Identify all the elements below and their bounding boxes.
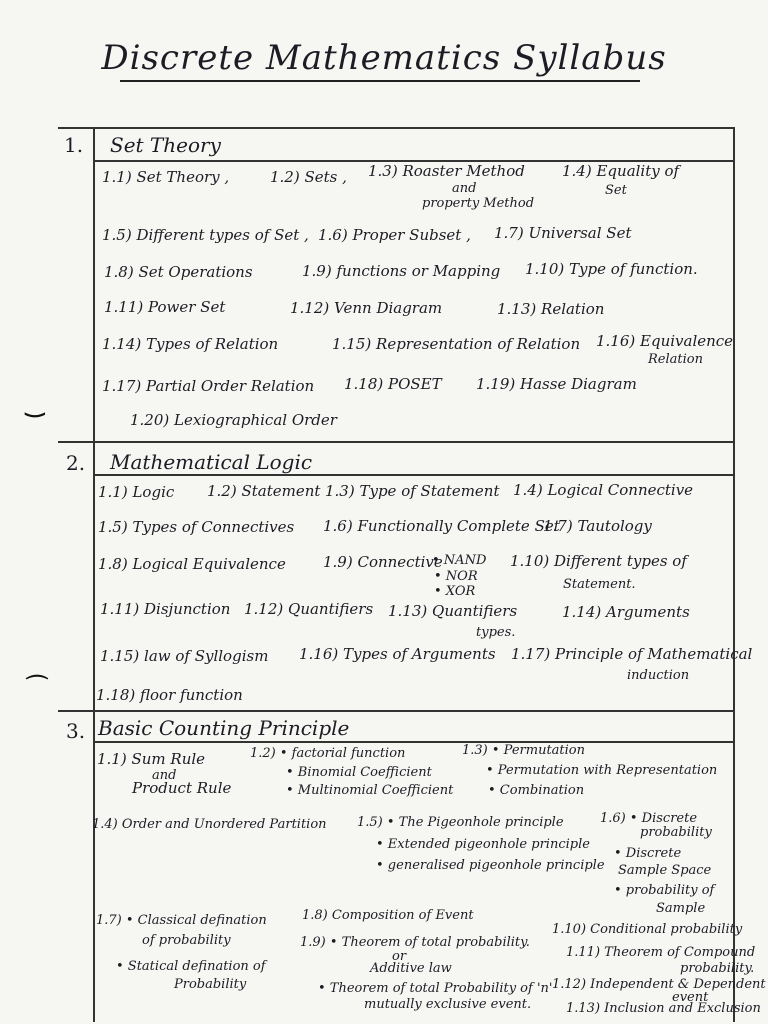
- syllabus-item: mutually exclusive event.: [364, 997, 532, 1012]
- syllabus-item: 1.10) Type of function.: [525, 260, 698, 278]
- syllabus-item: 1.12) Quantifiers: [244, 600, 374, 618]
- syllabus-item: 1.20) Lexiographical Order: [130, 411, 337, 429]
- syllabus-item: 1.14) Arguments: [562, 603, 690, 621]
- section-number: 3.: [66, 719, 86, 743]
- syllabus-item: 1.4) Logical Connective: [513, 481, 694, 499]
- syllabus-item: Statement.: [563, 577, 636, 592]
- syllabus-item: • Permutation with Representation: [486, 763, 718, 778]
- syllabus-item: 1.8) Set Operations: [104, 263, 253, 281]
- syllabus-item: types.: [476, 625, 516, 640]
- syllabus-item: 1.7) Tautology: [543, 517, 652, 535]
- syllabus-item: 1.4) Order and Unordered Partition: [92, 817, 327, 832]
- syllabus-item: 1.6) Functionally Complete Set: [323, 517, 560, 535]
- syllabus-item: induction: [627, 668, 690, 683]
- syllabus-item: Set: [605, 183, 627, 198]
- syllabus-item: • Binomial Coefficient: [286, 765, 432, 780]
- syllabus-item: 1.6) • Discrete: [600, 811, 698, 826]
- syllabus-item: • probability of: [614, 883, 715, 898]
- margin-mark: ‿: [26, 392, 44, 418]
- syllabus-item: • generalised pigeonhole principle: [376, 858, 605, 873]
- syllabus-item: 1.2) Statement: [207, 482, 321, 500]
- section-heading: Mathematical Logic: [110, 450, 313, 474]
- left-margin-line: [93, 127, 95, 1022]
- syllabus-item: event: [672, 990, 709, 1005]
- syllabus-item: • Statical defination of: [116, 959, 266, 974]
- section-2-rule: [58, 441, 734, 443]
- syllabus-item: • Theorem of total Probability of 'n': [318, 981, 553, 996]
- syllabus-item: • NOR: [434, 569, 478, 584]
- syllabus-item: 1.4) Equality of: [562, 162, 680, 180]
- syllabus-item: 1.11) Theorem of Compound: [566, 945, 756, 960]
- syllabus-item: Relation: [648, 352, 703, 367]
- syllabus-item: 1.12) Venn Diagram: [290, 299, 443, 317]
- syllabus-item: 1.16) Types of Arguments: [299, 645, 496, 663]
- syllabus-item: 1.10) Different types of: [510, 552, 687, 570]
- syllabus-item: • Extended pigeonhole principle: [376, 837, 590, 852]
- syllabus-item: 1.8) Logical Equivalence: [98, 555, 286, 573]
- syllabus-item: 1.1) Logic: [98, 483, 175, 501]
- syllabus-item: 1.6) Proper Subset ,: [318, 226, 471, 244]
- syllabus-item: 1.2) Sets ,: [270, 168, 347, 186]
- margin-mark: ⌒: [26, 674, 49, 700]
- syllabus-item: probability: [640, 825, 712, 840]
- syllabus-item: property Method: [422, 196, 535, 211]
- section-3-rule: [58, 710, 734, 712]
- syllabus-item: and: [152, 768, 177, 783]
- syllabus-item: • Discrete: [614, 846, 682, 861]
- section-heading: Set Theory: [110, 133, 221, 157]
- section-1-rule: [58, 127, 734, 129]
- syllabus-item: 1.12) Independent & Dependent: [552, 977, 766, 992]
- section-number: 2.: [66, 451, 86, 475]
- syllabus-item: and: [452, 181, 477, 196]
- syllabus-item: probability.: [680, 961, 755, 976]
- syllabus-item: • NAND: [432, 553, 487, 568]
- syllabus-item: Sample: [656, 901, 706, 916]
- syllabus-item: 1.14) Types of Relation: [102, 335, 279, 353]
- section-number: 1.: [64, 133, 84, 157]
- syllabus-item: 1.19) Hasse Diagram: [476, 375, 637, 393]
- section-heading: Basic Counting Principle: [98, 716, 350, 740]
- syllabus-item: 1.5) Different types of Set ,: [102, 226, 309, 244]
- syllabus-item: 1.15) law of Syllogism: [100, 647, 269, 665]
- syllabus-item: 1.3) Roaster Method: [368, 162, 525, 180]
- syllabus-item: Sample Space: [618, 863, 712, 878]
- title-underline: [120, 80, 640, 82]
- syllabus-item: 1.17) Partial Order Relation: [102, 377, 315, 395]
- section-2-under: [95, 474, 734, 476]
- syllabus-item: 1.18) POSET: [344, 375, 442, 393]
- syllabus-item: Product Rule: [132, 779, 232, 797]
- syllabus-item: of probability: [142, 933, 231, 948]
- syllabus-item: 1.5) • The Pigeonhole principle: [357, 815, 564, 830]
- right-margin-line: [733, 127, 735, 1022]
- syllabus-item: Additive law: [370, 961, 452, 976]
- syllabus-item: 1.13) Inclusion and Exclusion: [566, 1001, 761, 1016]
- syllabus-item: 1.7) Universal Set: [494, 224, 632, 242]
- page-title: Discrete Mathematics Syllabus: [101, 38, 667, 78]
- syllabus-item: 1.3) Type of Statement: [325, 482, 500, 500]
- syllabus-item: 1.10) Conditional probability: [552, 922, 743, 937]
- syllabus-item: 1.18) floor function: [96, 686, 243, 704]
- syllabus-item: 1.9) Connective: [323, 553, 443, 571]
- syllabus-item: 1.17) Principle of Mathematical: [511, 645, 753, 663]
- syllabus-item: 1.3) • Permutation: [462, 743, 586, 758]
- syllabus-item: or: [392, 949, 407, 964]
- syllabus-item: 1.1) Sum Rule: [97, 750, 206, 768]
- syllabus-item: 1.9) functions or Mapping: [302, 262, 501, 280]
- syllabus-item: 1.11) Power Set: [104, 298, 226, 316]
- section-3-under: [95, 741, 734, 743]
- syllabus-item: Probability: [174, 977, 247, 992]
- syllabus-item: 1.16) Equivalence: [596, 332, 734, 350]
- syllabus-item: 1.15) Representation of Relation: [332, 335, 581, 353]
- syllabus-item: 1.13) Relation: [497, 300, 605, 318]
- syllabus-item: 1.13) Quantifiers: [388, 602, 518, 620]
- syllabus-item: 1.8) Composition of Event: [302, 908, 474, 923]
- syllabus-item: • XOR: [434, 584, 476, 599]
- syllabus-item: 1.5) Types of Connectives: [98, 518, 295, 536]
- syllabus-item: 1.7) • Classical defination: [96, 913, 267, 928]
- syllabus-item: 1.1) Set Theory ,: [102, 168, 230, 186]
- syllabus-item: 1.2) • factorial function: [250, 746, 406, 761]
- syllabus-item: • Multinomial Coefficient: [286, 783, 454, 798]
- syllabus-item: • Combination: [488, 783, 585, 798]
- syllabus-item: 1.11) Disjunction: [100, 600, 231, 618]
- syllabus-item: 1.9) • Theorem of total probability.: [300, 935, 530, 950]
